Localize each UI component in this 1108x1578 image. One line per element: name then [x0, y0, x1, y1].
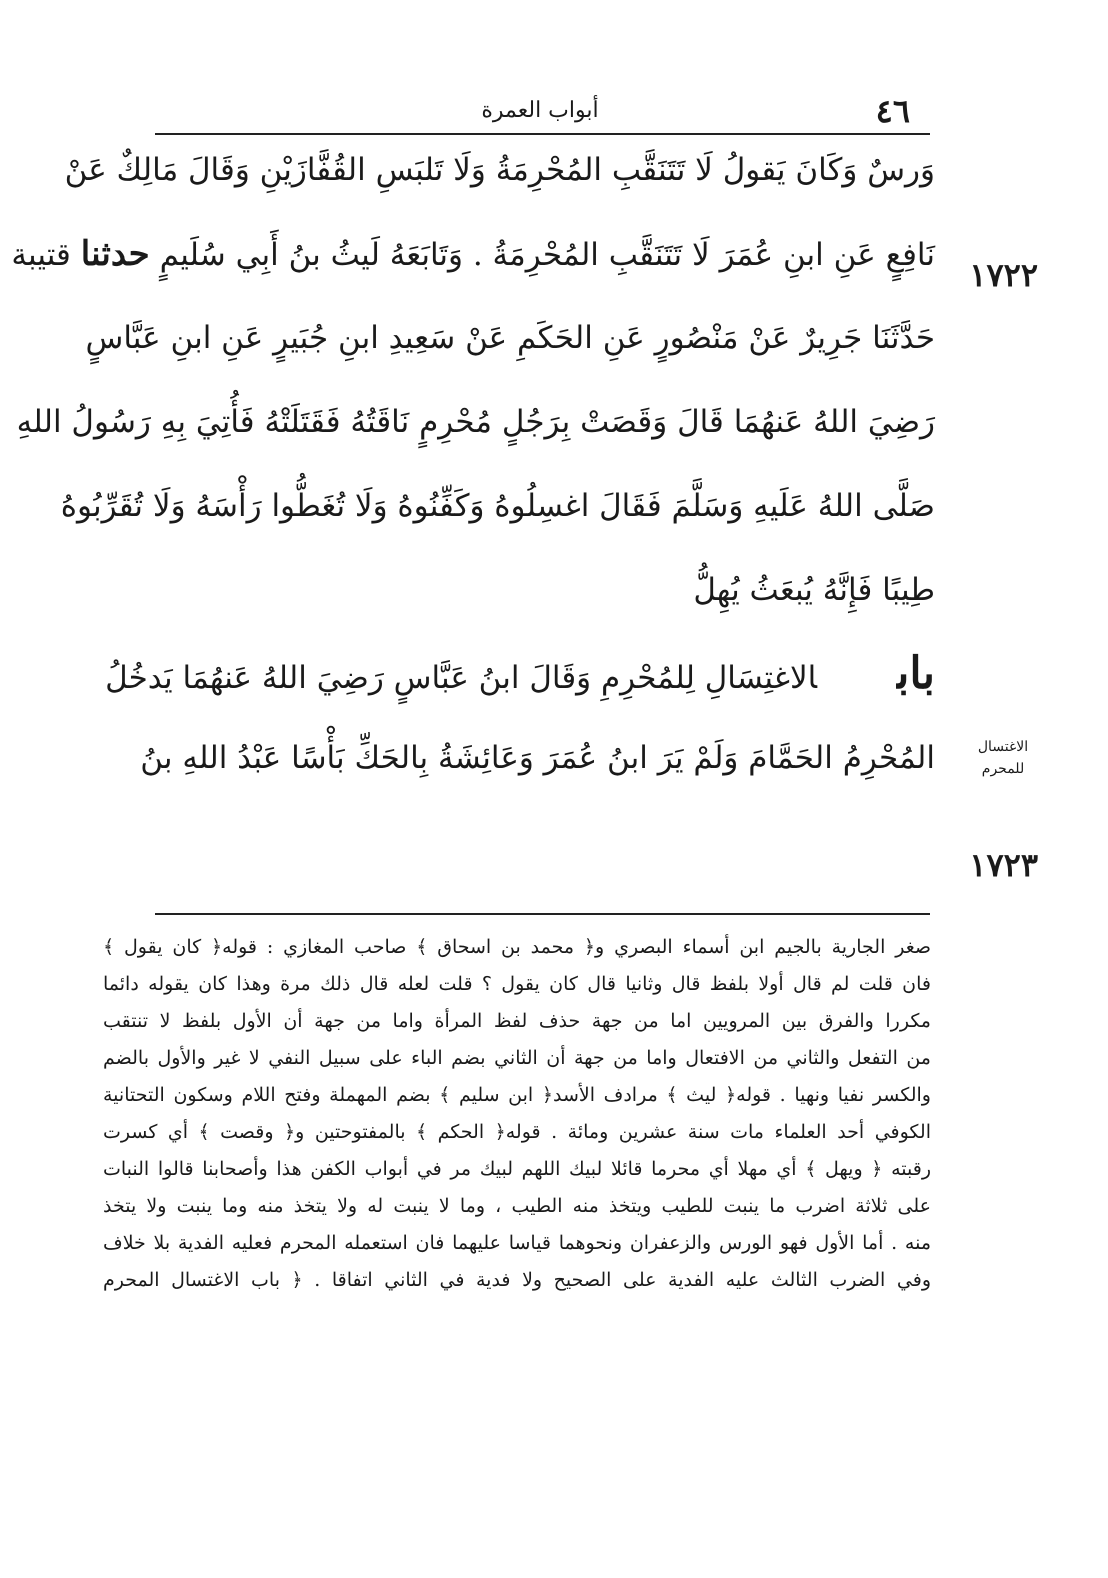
- footnote-rule: [155, 913, 930, 915]
- hadith-number-1723: ١٧٢٣: [969, 846, 1038, 884]
- main-line-2: [11, 234, 935, 274]
- margin-note: [953, 736, 1053, 780]
- page-header: [150, 92, 930, 132]
- running-title: أبواب العمرة: [481, 98, 599, 123]
- footnote-line: من التفعل والثاني من الافتعال واما من جهة أن الثاني بضم الباء على سبيل النفي لا غير والأول بالضم: [103, 1047, 931, 1069]
- main-text: [11, 150, 935, 822]
- margin-note-line-2: للمحرم: [981, 761, 1025, 777]
- qutaybah-word: قتيبة: [11, 237, 71, 273]
- footnote-line: صغر الجارية بالجيم ابن أسماء البصري و﴿ محمد بن اسحاق ﴾ صاحب المغازي : قوله﴿ كان يقول ﴾: [103, 936, 931, 958]
- footnotes: [103, 932, 931, 1302]
- main-line-8-text: المُحْرِمُ الحَمَّامَ وَلَمْ يَرَ ابنُ عُمَرَ وَعَائِشَةُ بِالحَكِّ بَأْسًا عَبْدُ اللهِ بنُ: [140, 740, 935, 776]
- main-line-8: [140, 738, 935, 778]
- main-line-3: حَدَّثَنَا جَرِيرٌ عَنْ مَنْصُورٍ عَنِ الحَكَمِ عَنْ سَعِيدِ ابنِ جُبَيرٍ عَنِ ابنِ عَبَّاسٍ: [85, 320, 935, 356]
- main-line-4: رَضِيَ اللهُ عَنهُمَا قَالَ وَقَصَتْ بِرَجُلٍ مُحْرِمٍ نَاقَتُهُ فَقَتَلَتْهُ فَأُتِيَ بِهِ رَسُولُ اللهِ: [16, 404, 935, 440]
- footnote-line: مكررا والفرق بين المرويين اما من جهة حذف لفظ المرأة واما من جهة أن الأول بلفظ لا تنتقب: [103, 1010, 931, 1032]
- main-line-7-text: الاغتِسَالِ لِلمُحْرِمِ وَقَالَ ابنُ عَبَّاسٍ رَضِيَ اللهُ عَنهُمَا يَدخُلُ: [105, 660, 818, 696]
- main-line-6: طِيبًا فَإِنَّهُ يُبعَثُ يُهِلُّ: [693, 572, 935, 608]
- footnote-line: وفي الضرب الثالث عليه الفدية على الصحيح ولا فدية في الثاني اتفاقا . ﴿ باب الاغتسال المحرم: [103, 1269, 931, 1291]
- page-number: ٤٦: [875, 92, 910, 130]
- margin-note-line-1: الاغتسال: [977, 739, 1029, 755]
- chapter-heading-bab: باب: [897, 648, 935, 699]
- main-line-5: صَلَّى اللهُ عَلَيهِ وَسَلَّمَ فَقَالَ اغسِلُوهُ وَكَفِّنُوهُ وَلَا تُغَطُّوا رَأْسَهُ وَلَا تُقَرِّبُوهُ: [60, 488, 935, 524]
- main-line-1: وَرسٌ وَكَانَ يَقولُ لَا تَتَنَقَّبِ المُحْرِمَةُ وَلَا تَلبَسِ القُفَّازَيْنِ وَقَالَ مَالِكٌ عَنْ: [64, 152, 935, 188]
- hadith-number-1722: ١٧٢٢: [969, 256, 1038, 294]
- footnote-line: الكوفي أحد العلماء مات سنة عشرين ومائة . قوله﴿ الحكم ﴾ بالمفتوحتين و﴿ وقصت ﴾ أي كسرت: [103, 1121, 931, 1143]
- footnote-line: رقبته ﴿ ويهل ﴾ أي مهلا أي محرما قائلا لبيك اللهم لبيك مر في أبواب الكفن هذا وأصحابنا قالوا النبات: [103, 1158, 931, 1180]
- footnote-line: منه . أما الأول فهو الورس والزعفران ونحوهما قياسا عليهما فان استعمله المحرم فعليه الفدية بلا خلاف: [103, 1232, 931, 1254]
- footnote-line: على ثلاثة اضرب ما ينبت للطيب ويتخذ منه الطيب ، وما لا ينبت له ولا يتخذ منه وما ينبت ولا يتخذ: [103, 1195, 931, 1217]
- haddathana-word: حدثنا: [80, 234, 150, 274]
- footnote-line: فان قلت لم قال أولا بلفظ قال وثانيا قال كان يقول ؟ قلت لعله قال ذلك مرة وهذا كان يقوله دائما: [103, 973, 931, 995]
- main-line-7: [105, 648, 935, 699]
- footnote-line: والكسر نفيا ونهيا . قوله﴿ ليث ﴾ مرادف الأسد﴿ ابن سليم ﴾ بضم المهملة وفتح اللام وسكون التحتانية: [103, 1084, 931, 1106]
- header-rule: [155, 133, 930, 135]
- main-line-2-text: نَافِعٍ عَنِ ابنِ عُمَرَ لَا تَتَنَقَّبِ المُحْرِمَةُ . وَتَابَعَهُ لَيثُ بنُ أَبِي سُلَيمٍ: [159, 237, 935, 273]
